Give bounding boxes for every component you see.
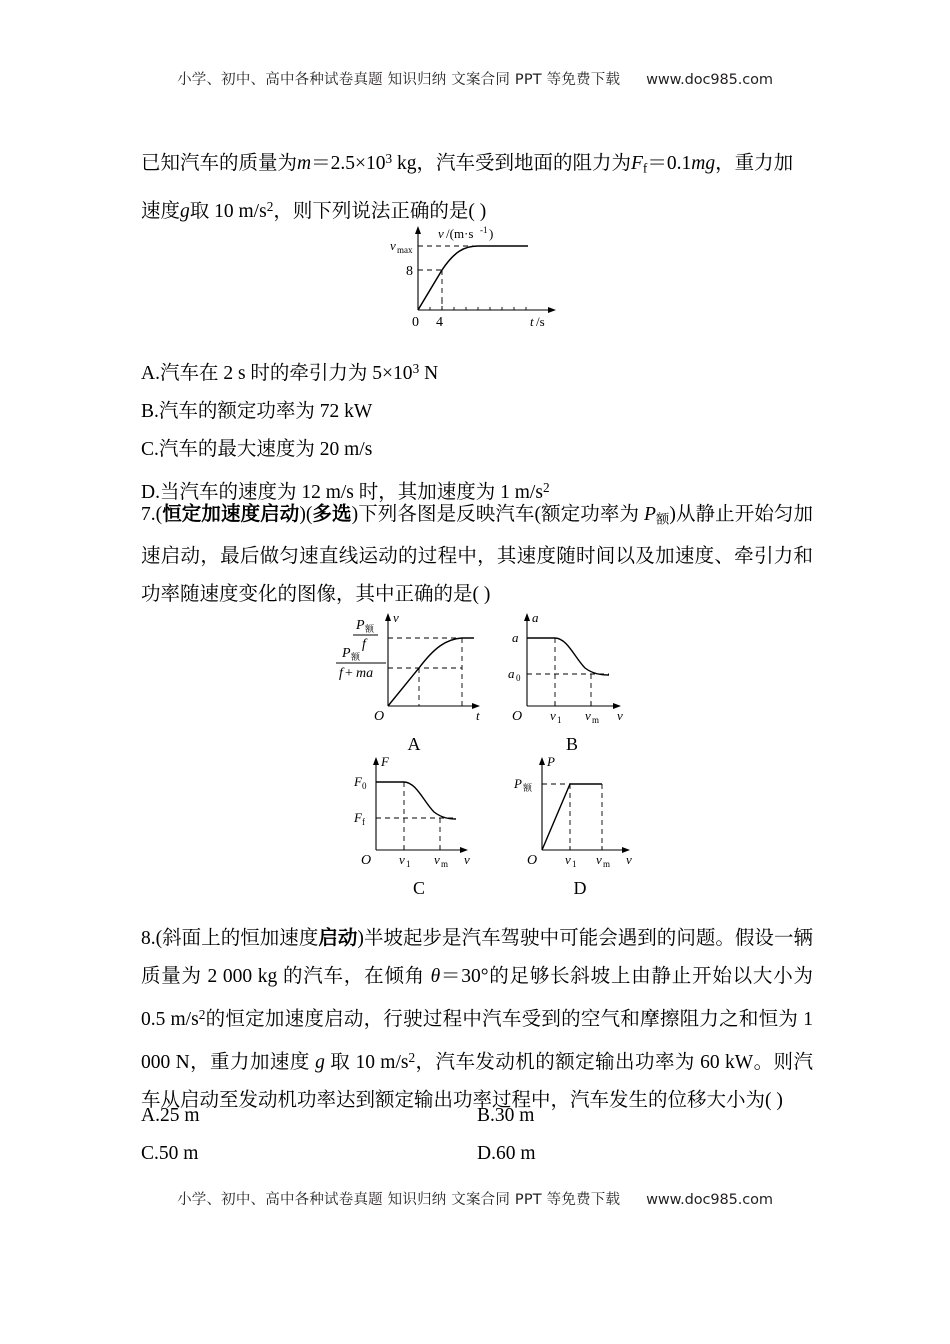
q8-exp-2: 2 (408, 1049, 416, 1065)
q8-tag-open: ( (155, 928, 163, 949)
q8-option-C-prefix: C. (141, 1143, 159, 1164)
q8-option-C-text: 50 m (158, 1143, 199, 1164)
svg-text:v: v (626, 852, 632, 867)
q6-var-F-sub: f (642, 160, 648, 176)
svg-text:v: v (399, 852, 405, 867)
svg-text:): ) (489, 226, 494, 241)
q6-text-g: 取 10 m/s (189, 200, 267, 222)
q6-var-F: F (631, 152, 643, 174)
figure-q6-vt-graph (378, 222, 578, 330)
q8-option-B-text: 30 m (494, 1105, 535, 1126)
svg-text:max: max (397, 245, 413, 255)
svg-text:f: f (339, 666, 343, 681)
q8-text-e: ，汽车发动机的额定输出功率为 60 kW。则汽车从启动至发动机功率达到额定输出功率过程中，汽车发生的位移大小为( ) (141, 1051, 813, 1111)
q8-option-C[interactable] (141, 1135, 477, 1173)
svg-text:4: 4 (436, 315, 443, 330)
svg-text:额: 额 (523, 783, 533, 793)
q7-text-b: )从静止开始匀加速启动，最后做匀速直线运动的过程中，其速度随时间以及加速度、牵引力和功率随速度变化的图像，其中正确的是( ) (141, 504, 813, 606)
q8-var-g: g (315, 1051, 325, 1073)
q8-option-row-1 (141, 1097, 813, 1135)
q7-tag-open: ( (155, 504, 163, 525)
q8-option-A[interactable] (141, 1097, 477, 1135)
question-6-options (141, 350, 813, 512)
q6-text-c: kg，汽车受到地面的阻力为 (392, 152, 631, 174)
q6-text-e: ，重力加 (715, 152, 794, 174)
svg-text:m: m (592, 715, 600, 725)
figure-q7-C-label: C (412, 878, 425, 898)
svg-text:a: a (512, 630, 519, 645)
q8-exp-1: 2 (198, 1007, 206, 1022)
q6-var-m: m (297, 152, 312, 174)
svg-text:a: a (532, 610, 539, 625)
q6-option-D-prefix: D. (141, 481, 160, 503)
q8-text-d: 取 10 m/s (324, 1051, 409, 1073)
svg-text:O: O (374, 709, 385, 724)
figure-q7-D (500, 750, 660, 899)
q6-option-A-exp: 3 (412, 361, 420, 376)
q7-var-P: P (644, 504, 656, 525)
svg-text:0: 0 (516, 673, 521, 683)
q7-tag-multiselect: 多选 (312, 504, 352, 525)
svg-text:v: v (617, 708, 623, 723)
q6-option-D-exp: 2 (542, 479, 550, 495)
q6-option-C-prefix: C. (141, 438, 159, 460)
svg-text:+: + (345, 666, 353, 681)
q6-option-C-text: 汽车的最大速度为 20 m/s (158, 438, 373, 460)
svg-text:t: t (476, 708, 480, 723)
svg-text:0: 0 (412, 315, 419, 330)
q6-exp-3: 3 (385, 151, 393, 166)
svg-text:v: v (390, 238, 396, 253)
svg-text:O: O (512, 709, 523, 724)
q6-option-A[interactable] (141, 350, 813, 393)
svg-text:v: v (550, 708, 556, 723)
svg-text:O: O (527, 853, 538, 868)
question-6-stem (141, 140, 813, 231)
q6-stem-line-1 (141, 140, 813, 188)
q8-number: 8. (141, 928, 156, 949)
q6-text-h: ，则下列说法正确的是( ) (273, 200, 487, 222)
svg-text:v: v (464, 852, 470, 867)
svg-text:0: 0 (362, 781, 367, 791)
svg-text:t: t (530, 314, 534, 329)
svg-text:/(m·s: /(m·s (446, 226, 474, 241)
q7-tag-close-2: ) (351, 504, 359, 525)
svg-text:ma: ma (356, 666, 374, 681)
q7-text-a: 下列各图是反映汽车(额定功率为 (358, 504, 645, 525)
q8-option-A-text: 25 m (159, 1105, 200, 1126)
q6-option-A-prefix: A. (141, 362, 160, 384)
svg-text:8: 8 (406, 264, 413, 279)
q8-option-D-prefix: D. (477, 1143, 496, 1164)
figure-q7-D-label: D (573, 878, 587, 898)
question-8-stem (141, 920, 813, 1120)
figure-q7-C (344, 750, 494, 899)
q6-option-B[interactable] (141, 393, 813, 431)
q8-option-row-2 (141, 1135, 813, 1173)
q8-text-a: 半坡起步是汽车驾驶中可能会遇到的问题。假设一辆质量为 2 000 kg 的汽车，在倾角 (141, 928, 813, 987)
q6-var-g: g (180, 200, 190, 222)
q8-option-B[interactable] (477, 1097, 534, 1135)
figure-q7-B-label: B (565, 734, 578, 754)
q6-var-mg: mg (691, 152, 716, 174)
svg-text:m: m (441, 859, 449, 869)
svg-text:P: P (514, 776, 522, 791)
q8-option-A-prefix: A. (141, 1105, 160, 1126)
figure-q7-A (334, 606, 494, 755)
q8-option-B-prefix: B. (477, 1105, 495, 1126)
svg-text:v: v (565, 852, 571, 867)
q8-option-D[interactable] (477, 1135, 536, 1173)
q7-stem (141, 496, 813, 614)
svg-text:额: 额 (351, 652, 361, 662)
q8-text-b: ＝30°的足够长斜坡上由静止开始以大小为 0.5 m/s (141, 966, 813, 1030)
header-text: 小学、初中、高中各种试卷真题 知识归纳 文案合同 PPT 等免费下载 (177, 72, 621, 88)
svg-text:1: 1 (557, 715, 562, 725)
svg-text:1: 1 (572, 859, 577, 869)
q6-option-D-text: 当汽车的速度为 12 m/s 时，其加速度为 1 m/s (159, 481, 543, 503)
svg-text:v: v (434, 852, 440, 867)
svg-text:a: a (508, 666, 515, 681)
svg-text:F: F (354, 810, 362, 825)
q7-tag-close: )( (299, 504, 313, 525)
svg-text:v: v (438, 226, 444, 241)
q6-exp-2: 2 (266, 198, 274, 214)
svg-text:1: 1 (406, 859, 411, 869)
svg-text:m: m (603, 859, 611, 869)
q8-tag-close: ) (357, 928, 364, 949)
footer-url: www.doc985.com (646, 1192, 773, 1208)
svg-text:O: O (361, 853, 372, 868)
q8-text-c: 的恒定加速度启动，行驶过程中汽车受到的空气和摩擦阻力之和恒为 1 000 N，重力加速度 (141, 1008, 813, 1073)
figure-q7-B (497, 606, 647, 755)
svg-text:v: v (585, 708, 591, 723)
q7-tag-label: 恒定加速度启动 (162, 504, 300, 525)
q6-option-B-text: 汽车的额定功率为 72 kW (158, 400, 373, 422)
figure-q7-A-label: A (407, 734, 421, 754)
q6-option-A-unit: N (419, 362, 439, 384)
svg-text:-1: -1 (480, 225, 488, 235)
svg-text:v: v (393, 610, 399, 625)
q6-option-A-text: 汽车在 2 s 时的牵引力为 5×10 (159, 362, 413, 384)
q8-tag-bold: 启动 (318, 928, 358, 949)
svg-text:额: 额 (365, 624, 375, 634)
svg-text:/s: /s (536, 314, 545, 329)
q6-text-f: 速度 (141, 200, 181, 222)
q8-stem (141, 920, 813, 1120)
q8-option-D-text: 60 m (495, 1143, 536, 1164)
q7-number: 7. (141, 504, 156, 525)
header-url: www.doc985.com (646, 72, 773, 88)
q6-option-C[interactable] (141, 431, 813, 469)
page-header (0, 68, 950, 89)
svg-text:f: f (362, 817, 365, 827)
svg-text:P: P (547, 754, 555, 769)
q8-tag-label: 斜面上的恒加速度 (162, 928, 319, 949)
svg-text:F: F (381, 754, 389, 769)
page-footer (0, 1188, 950, 1209)
question-8-options (141, 1097, 813, 1173)
question-7-stem (141, 496, 813, 614)
svg-text:v: v (596, 852, 602, 867)
q6-text-d: ＝0.1 (647, 152, 692, 174)
q6-text-b: ＝2.5×10 (311, 152, 386, 174)
footer-text: 小学、初中、高中各种试卷真题 知识归纳 文案合同 PPT 等免费下载 (177, 1192, 621, 1208)
svg-text:f: f (362, 637, 366, 652)
q6-text-a: 已知汽车的质量为 (141, 152, 298, 174)
q6-option-B-prefix: B. (141, 400, 159, 422)
svg-text:P: P (356, 618, 365, 633)
svg-text:P: P (342, 646, 351, 661)
svg-text:F: F (354, 774, 362, 789)
q7-var-P-sub: 额 (655, 511, 670, 527)
q8-var-theta: θ (430, 966, 441, 987)
